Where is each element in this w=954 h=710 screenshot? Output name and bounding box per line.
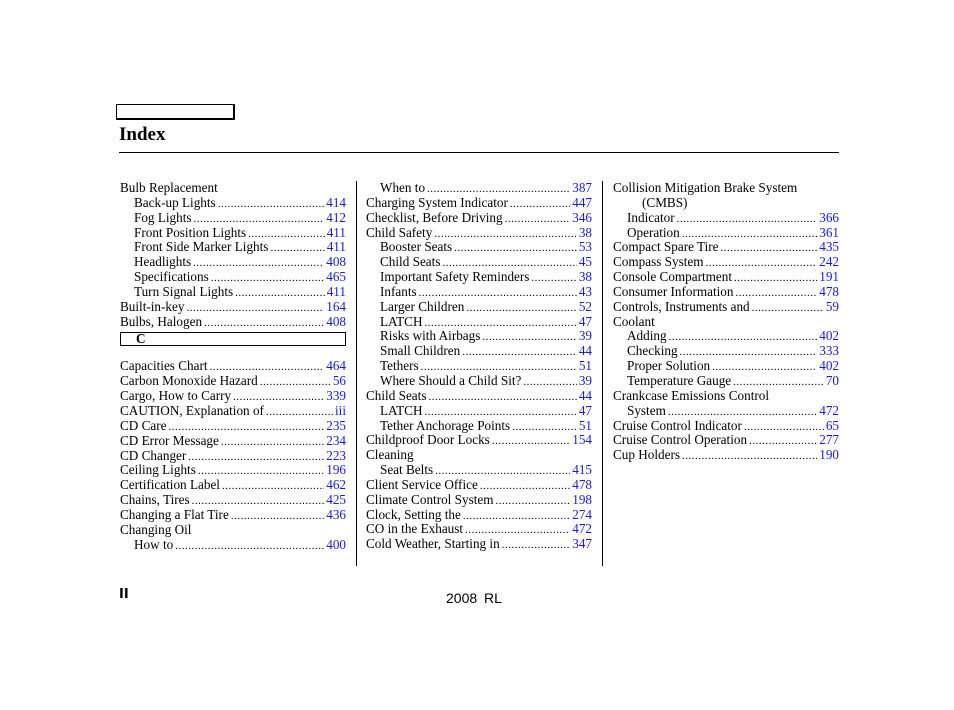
index-entry[interactable]: Cargo, How to Carry ..... 339 — [120, 389, 346, 404]
index-entry[interactable]: Proper Solution ..... 402 — [613, 359, 839, 374]
footer-model-label: 2008 RL — [446, 590, 502, 606]
index-entry[interactable]: Specifications ..... 465 — [120, 270, 346, 285]
index-entry[interactable]: Booster Seats ..... 53 — [366, 240, 592, 255]
index-entry[interactable]: Crankcase Emissions Control — [613, 387, 770, 403]
index-entry[interactable]: Operation ..... 361 — [613, 226, 839, 241]
section-letter-header: C — [120, 332, 346, 346]
index-entry[interactable]: CO in the Exhaust ..... 472 — [366, 522, 592, 537]
index-entry[interactable]: Cold Weather, Starting in ..... 347 — [366, 537, 592, 552]
index-entry[interactable]: CD Changer ..... 223 — [120, 449, 346, 464]
index-entry[interactable]: System ..... 472 — [613, 404, 839, 419]
index-entry[interactable]: Checklist, Before Driving ..... 346 — [366, 211, 592, 226]
index-entry[interactable]: Back-up Lights ..... 414 — [120, 196, 346, 211]
index-entry[interactable]: Changing Oil — [120, 521, 192, 537]
section-tab-box — [116, 104, 235, 120]
index-entry[interactable]: CD Care ..... 235 — [120, 419, 346, 434]
index-entry[interactable]: CD Error Message ..... 234 — [120, 434, 346, 449]
index-entry[interactable]: Tether Anchorage Points ..... 51 — [366, 419, 592, 434]
index-entry[interactable]: Child Safety ..... 38 — [366, 226, 592, 241]
index-entry[interactable]: Where Should a Child Sit? ..... 39 — [366, 374, 592, 389]
index-entry[interactable]: Fog Lights ..... 412 — [120, 211, 346, 226]
index-entry[interactable]: Larger Children ..... 52 — [366, 300, 592, 315]
index-entry[interactable]: Adding ..... 402 — [613, 329, 839, 344]
index-entry[interactable]: Cruise Control Indicator ..... 65 — [613, 419, 839, 434]
index-entry[interactable]: Child Seats ..... 45 — [366, 255, 592, 270]
index-entry[interactable]: Certification Label ..... 462 — [120, 478, 346, 493]
index-entry[interactable]: CAUTION, Explanation of ..... iii — [120, 404, 346, 419]
index-entry[interactable]: Tethers ..... 51 — [366, 359, 592, 374]
index-entry[interactable]: Temperature Gauge ..... 70 — [613, 374, 839, 389]
title-rule — [119, 152, 839, 153]
index-entry[interactable]: Compact Spare Tire ..... 435 — [613, 240, 839, 255]
index-entry[interactable]: Cleaning — [366, 447, 414, 463]
index-column-2 — [366, 181, 592, 552]
index-entry[interactable]: LATCH ..... 47 — [366, 315, 592, 330]
column-divider — [356, 181, 357, 566]
index-entry[interactable]: Risks with Airbags ..... 39 — [366, 329, 592, 344]
index-entry[interactable]: Indicator ..... 366 — [613, 211, 839, 226]
index-entry[interactable]: Infants ..... 43 — [366, 285, 592, 300]
index-entry[interactable]: Bulb Replacement — [120, 180, 218, 195]
index-entry[interactable]: Capacities Chart ..... 464 — [120, 359, 346, 374]
index-entry[interactable]: Controls, Instruments and ..... 59 — [613, 300, 839, 315]
index-entry[interactable]: LATCH ..... 47 — [366, 404, 592, 419]
page-title: Index — [119, 124, 166, 145]
page-number: II — [119, 587, 129, 602]
index-entry[interactable]: Seat Belts ..... 415 — [366, 463, 592, 478]
index-entry[interactable]: (CMBS) — [642, 194, 688, 210]
column-divider — [602, 181, 603, 566]
index-entry[interactable]: Climate Control System ..... 198 — [366, 493, 592, 508]
index-entry[interactable]: Cup Holders ..... 190 — [613, 448, 839, 463]
index-entry[interactable]: Front Position Lights ..... 411 — [120, 226, 346, 241]
index-entry[interactable]: Important Safety Reminders ..... 38 — [366, 270, 592, 285]
index-entry[interactable]: Checking ..... 333 — [613, 344, 839, 359]
index-entry[interactable]: Collision Mitigation Brake System — [613, 180, 798, 195]
index-entry[interactable]: Bulbs, Halogen ..... 408 — [120, 315, 346, 330]
index-entry[interactable]: Client Service Office ..... 478 — [366, 478, 592, 493]
index-entry[interactable]: Small Children ..... 44 — [366, 344, 592, 359]
index-column-3 — [613, 181, 839, 463]
index-entry[interactable]: Ceiling Lights ..... 196 — [120, 463, 346, 478]
index-entry[interactable]: Changing a Flat Tire ..... 436 — [120, 508, 346, 523]
index-entry[interactable]: Built-in-key ..... 164 — [120, 300, 346, 315]
index-entry[interactable]: Clock, Setting the ..... 274 — [366, 508, 592, 523]
index-entry[interactable]: How to ..... 400 — [120, 538, 346, 553]
index-entry[interactable]: Front Side Marker Lights ..... 411 — [120, 240, 346, 255]
index-entry[interactable]: Consumer Information ..... 478 — [613, 285, 839, 300]
index-entry[interactable]: Child Seats ..... 44 — [366, 389, 592, 404]
index-entry[interactable]: Carbon Monoxide Hazard ..... 56 — [120, 374, 346, 389]
index-entry[interactable]: Headlights ..... 408 — [120, 255, 346, 270]
index-column-1 — [120, 181, 346, 552]
index-entry[interactable]: Compass System ..... 242 — [613, 255, 839, 270]
index-entry[interactable]: Cruise Control Operation ..... 277 — [613, 433, 839, 448]
index-entry[interactable]: Coolant — [613, 313, 655, 329]
index-entry[interactable]: Turn Signal Lights ..... 411 — [120, 285, 346, 300]
index-entry[interactable]: Charging System Indicator ..... 447 — [366, 196, 592, 211]
index-entry[interactable]: Childproof Door Locks ..... 154 — [366, 433, 592, 448]
index-entry[interactable]: Chains, Tires ..... 425 — [120, 493, 346, 508]
index-entry[interactable]: Console Compartment ..... 191 — [613, 270, 839, 285]
index-entry[interactable]: When to ..... 387 — [366, 181, 592, 196]
